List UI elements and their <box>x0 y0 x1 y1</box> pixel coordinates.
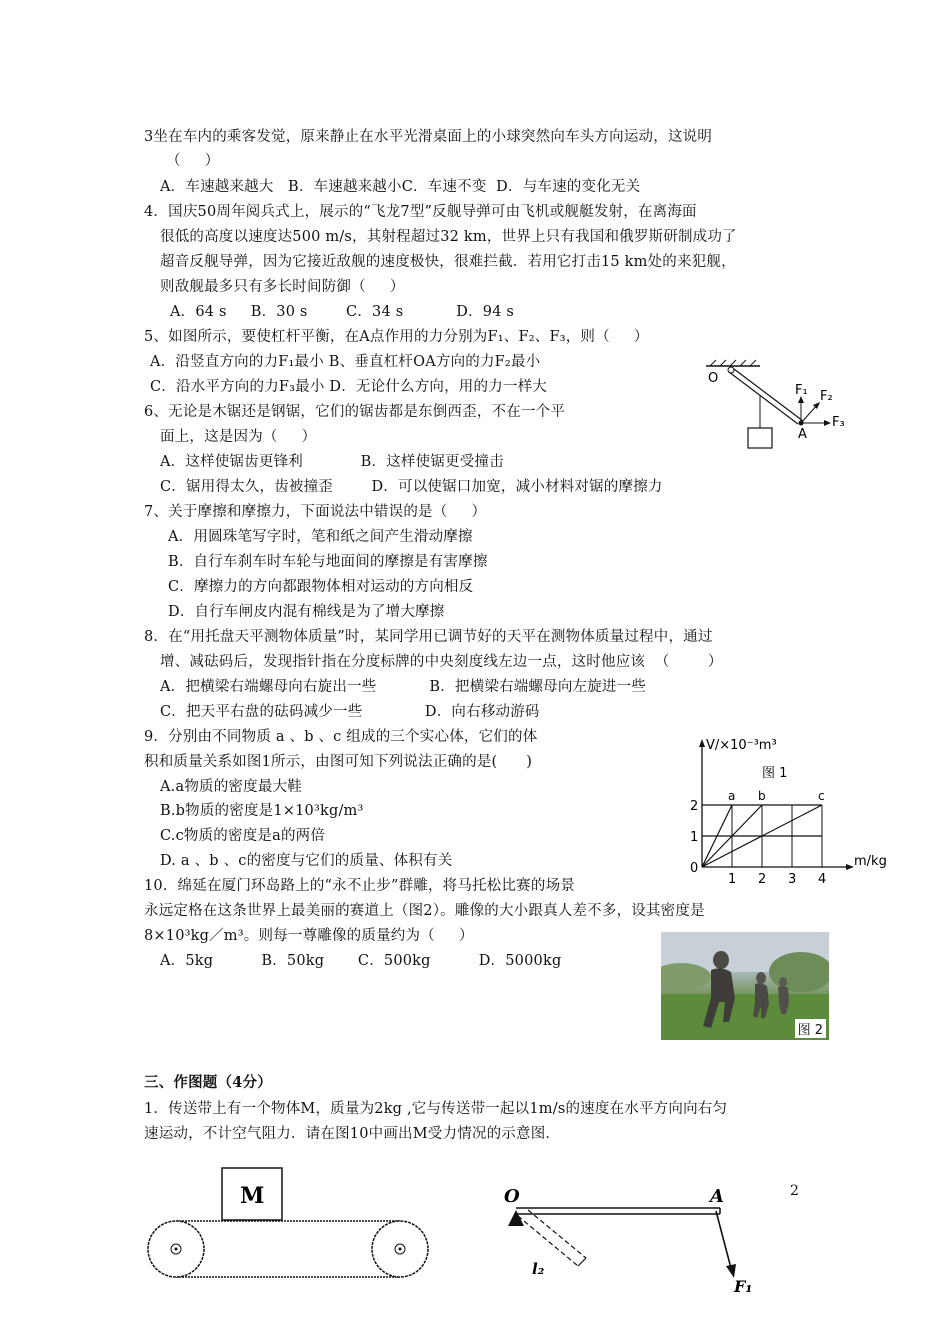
q9-line1: 9．分别由不同物质 a 、b 、c 组成的三个实心体，它们的体 <box>144 729 538 745</box>
photo-label: 图 2 <box>795 1019 826 1038</box>
lever-label-a: A <box>798 427 807 442</box>
graph-y-label: V/×10⁻³m³ <box>706 738 777 753</box>
q5-option-ab: A．沿竖直方向的力F₁最小 B、垂直杠杆OA方向的力F₂最小 <box>150 354 541 370</box>
q9-option-a: A.a物质的密度最大鞋 <box>160 779 302 795</box>
q3-options: A．车速越来越大 B．车速越来越小C．车速不变 D．与车速的变化无关 <box>160 179 641 195</box>
graph-ytick: 1 <box>690 830 699 845</box>
q8-line1: 8．在“用托盘天平测物体质量”时，某同学用已调节好的天平在测物体质量过程中，通过 <box>144 629 713 645</box>
lever2-label-f1: F₁ <box>734 1277 753 1296</box>
density-graph <box>670 735 910 885</box>
section3-q1-line1: 1．传送带上有一个物体M，质量为2kg ,它与传送带一起以1m/s的速度在水平方向向右匀 <box>144 1101 728 1117</box>
conveyor-diagram <box>140 1165 440 1285</box>
graph-title: 图 1 <box>762 766 788 781</box>
graph-point-label-b: b <box>758 789 766 803</box>
q4-line1: 4．国庆50周年阅兵式上，展示的“飞龙7型”反舰导弹可由飞机或舰艇发射，在离海面 <box>144 204 697 220</box>
lever2-diagram <box>496 1180 766 1340</box>
lever-label-f2: F₂ <box>820 389 833 404</box>
q4-line3: 超音反舰导弹，因为它接近敌舰的速度极快，很难拦截．若用它打击15 km处的来犯舰， <box>160 254 736 270</box>
pivot-icon <box>508 1210 524 1226</box>
q7-option-d: D．自行车闸皮内混有棉线是为了增大摩擦 <box>168 604 445 620</box>
section3-title: 三、作图题（4分） <box>144 1074 272 1091</box>
graph-xtick: 4 <box>818 872 827 885</box>
graph-point-label-c: c <box>818 789 825 803</box>
lever-label-f1: F₁ <box>795 383 808 398</box>
page-number: 2 <box>790 1183 799 1199</box>
q5-line1: 5、如图所示，要使杠杆平衡，在A点作用的力分别为F₁、F₂、F₃，则（ ） <box>144 329 649 345</box>
section3-q1-line2: 速运动，不计空气阻力．请在图10中画出M受力情况的示意图． <box>144 1126 561 1142</box>
q7-line1: 7、关于摩擦和摩擦力，下面说法中错误的是（ ） <box>144 504 487 520</box>
lever-diagram <box>700 358 850 458</box>
q3-line2: （ ） <box>166 153 220 169</box>
q3-line1: 3坐在车内的乘客发觉，原来静止在水平光滑桌面上的小球突然向车头方向运动，这说明 <box>144 129 713 145</box>
q7-option-b: B．自行车刹车时车轮与地面间的摩擦是有害摩擦 <box>168 554 488 570</box>
q8-line2: 增、减砝码后，发现指针指在分度标牌的中央刻度线左边一点，这时他应该 （ ） <box>160 654 723 670</box>
graph-xtick: 1 <box>728 872 737 885</box>
q7-option-a: A．用圆珠笔写字时，笔和纸之间产生滑动摩擦 <box>168 529 473 545</box>
sculpture-photo <box>661 932 829 1040</box>
block-m-label: M <box>240 1183 265 1209</box>
q6-line1: 6、无论是木锯还是钢锯，它们的锯齿都是东倒西歪，不在一个平 <box>144 404 566 420</box>
q6-option-ab: A．这样使锯齿更锋利 B．这样使锯更受撞击 <box>160 454 504 470</box>
q6-line2: 面上，这是因为（ ） <box>160 429 317 445</box>
graph-ytick: 0 <box>690 861 699 876</box>
lever-label-f3: F₃ <box>832 415 845 430</box>
q10-line3: 8×10³kg／m³。则每一尊雕像的质量约为（ ） <box>144 928 474 944</box>
q6-option-cd: C．锯用得太久，齿被撞歪 D．可以使锯口加宽，减小材料对锯的摩擦力 <box>160 479 663 495</box>
q4-options: A．64 s B．30 s C．34 s D．94 s <box>170 304 515 320</box>
graph-point-label-a: a <box>728 789 736 803</box>
q10-line1: 10．绵延在厦门环岛路上的“永不止步”群雕，将马托松比赛的场景 <box>144 878 575 894</box>
graph-ytick: 2 <box>690 799 699 814</box>
graph-xtick: 3 <box>788 872 797 885</box>
q9-option-b: B.b物质的密度是1×10³kg/m³ <box>160 803 364 819</box>
graph-x-label: m/kg <box>854 854 887 869</box>
q9-option-d: D. a 、b 、c的密度与它们的质量、体积有关 <box>160 853 453 869</box>
q10-options: A．5kg B．50kg C．500kg D．5000kg <box>160 953 562 969</box>
q5-option-cd: C．沿水平方向的力F₃最小 D．无论什么方向，用的力一样大 <box>150 379 548 395</box>
q4-line4: 则敌舰最多只有多长时间防御（ ） <box>160 279 405 295</box>
q8-option-ab: A．把横梁右端螺母向右旋出一些 B．把横梁右端螺母向左旋进一些 <box>160 679 647 695</box>
graph-xtick: 2 <box>758 872 767 885</box>
q8-option-cd: C．把天平右盘的砝码减少一些 D．向右移动游码 <box>160 704 540 720</box>
q10-line2: 永远定格在这条世界上最美丽的赛道上（图2）。雕像的大小跟真人差不多，设其密度是 <box>144 903 705 919</box>
lever2-label-l2: l₂ <box>532 1260 545 1278</box>
q7-option-c: C．摩擦力的方向都跟物体相对运动的方向相反 <box>168 579 474 595</box>
lever2-label-a: A <box>710 1186 724 1207</box>
q4-line2: 很低的高度以速度达500 m/s，其射程超过32 km，世界上只有我国和俄罗斯研制成功了 <box>160 229 737 245</box>
lever2-label-o: O <box>504 1186 520 1207</box>
q9-line2: 积和质量关系如图1所示，由图可知下列说法正确的是( ) <box>144 754 533 770</box>
lever-label-o: O <box>708 371 719 386</box>
q9-option-c: C.c物质的密度是a的两倍 <box>160 828 326 844</box>
